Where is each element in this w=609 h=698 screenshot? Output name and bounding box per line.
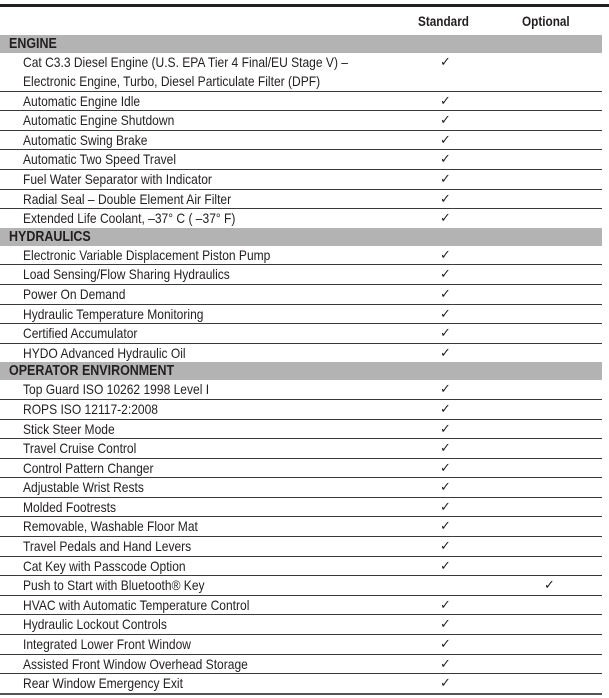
check-icon-standard: ✓: [440, 151, 451, 167]
check-icon-standard: ✓: [440, 92, 451, 108]
check-icon-standard: ✓: [440, 266, 451, 282]
feature-label: ROPS ISO 12117-2:2008: [23, 400, 158, 417]
table-row: [0, 265, 602, 285]
check-icon-standard: ✓: [440, 246, 451, 262]
table-row: [0, 111, 602, 131]
check-icon-optional: ✓: [544, 577, 555, 593]
feature-label: Assisted Front Window Overhead Storage: [23, 655, 248, 672]
feature-label: Molded Footrests: [23, 498, 117, 515]
top-rule: [0, 4, 609, 7]
feature-label-line: Cat C3.3 Diesel Engine (U.S. EPA Tier 4 Final/EU Stage V) –: [23, 54, 349, 70]
section-title: ENGINE: [9, 36, 57, 52]
table-row: [0, 400, 602, 420]
feature-label: Travel Cruise Control: [23, 440, 137, 457]
check-icon-standard: ✓: [440, 596, 451, 612]
check-icon-standard: ✓: [440, 54, 451, 69]
check-icon-standard: ✓: [440, 675, 451, 691]
feature-label: Load Sensing/Flow Sharing Hydraulics: [23, 266, 230, 283]
feature-label: Radial Seal – Double Element Air Filter: [23, 190, 232, 207]
table-row: [0, 209, 602, 228]
check-icon-standard: ✓: [440, 420, 451, 436]
feature-label-line: Electronic Engine, Turbo, Diesel Particulate Filter (DPF): [23, 73, 321, 89]
table-row: [0, 459, 602, 479]
feature-label: Hydraulic Temperature Monitoring: [23, 305, 204, 322]
feature-label: Removable, Washable Floor Mat: [23, 518, 198, 535]
feature-label: Rear Window Emergency Exit: [23, 675, 183, 692]
table-row: [0, 498, 602, 518]
check-icon-standard: ✓: [440, 636, 451, 652]
check-icon-standard: ✓: [440, 210, 451, 226]
check-icon-standard: ✓: [440, 285, 451, 301]
feature-label: Electronic Variable Displacement Piston Pump: [23, 246, 271, 263]
equipment-table: [0, 35, 602, 695]
column-header-optional: Optional: [522, 13, 570, 29]
section-header-hydraulics: [0, 228, 602, 246]
column-header-standard: Standard: [418, 13, 469, 29]
check-icon-standard: ✓: [440, 112, 451, 128]
feature-label: Automatic Engine Shutdown: [23, 112, 175, 129]
feature-label: Cat Key with Passcode Option: [23, 557, 186, 574]
check-icon-standard: ✓: [440, 498, 451, 514]
feature-label: HYDO Advanced Hydraulic Oil: [23, 344, 186, 361]
table-row: [0, 420, 602, 440]
check-icon-standard: ✓: [440, 459, 451, 475]
section-title: OPERATOR ENVIRONMENT: [9, 363, 175, 380]
check-icon-standard: ✓: [440, 131, 451, 147]
feature-label: [23, 53, 348, 91]
feature-label: Certified Accumulator: [23, 325, 138, 342]
table-row: [0, 517, 602, 537]
table-row: [0, 478, 602, 498]
check-icon-standard: ✓: [440, 344, 451, 360]
check-icon-standard: ✓: [440, 655, 451, 671]
table-row: [0, 655, 602, 675]
table-row: [0, 537, 602, 557]
check-icon-standard: ✓: [440, 440, 451, 456]
table-row: [0, 439, 602, 459]
table-row: [0, 615, 602, 635]
table-row: [0, 635, 602, 655]
feature-label: Automatic Engine Idle: [23, 92, 141, 109]
table-row: [0, 305, 602, 325]
check-icon-standard: ✓: [440, 170, 451, 186]
table-row: [0, 380, 602, 400]
table-row: [0, 285, 602, 305]
feature-label: Hydraulic Lockout Controls: [23, 616, 167, 633]
table-row: [0, 150, 602, 170]
feature-label: Stick Steer Mode: [23, 420, 115, 437]
feature-label: Automatic Two Speed Travel: [23, 151, 177, 168]
feature-label: Power On Demand: [23, 285, 126, 302]
table-row: [0, 344, 602, 363]
feature-label: Travel Pedals and Hand Levers: [23, 538, 192, 555]
table-row: [0, 131, 602, 151]
feature-label: Push to Start with Bluetooth® Key: [23, 577, 205, 594]
feature-label: Top Guard ISO 10262 1998 Level I: [23, 381, 210, 398]
bottom-rule: [0, 693, 602, 695]
check-icon-standard: ✓: [440, 305, 451, 321]
section-title: HYDRAULICS: [9, 228, 91, 245]
table-row: [0, 246, 602, 266]
check-icon-standard: ✓: [440, 381, 451, 397]
check-icon-standard: ✓: [440, 557, 451, 573]
table-row: [0, 674, 602, 693]
feature-label: Control Pattern Changer: [23, 459, 154, 476]
table-row: [0, 170, 602, 190]
feature-label: Adjustable Wrist Rests: [23, 479, 144, 496]
feature-label: HVAC with Automatic Temperature Control: [23, 596, 250, 613]
table-row: [0, 53, 602, 92]
table-row: [0, 324, 602, 344]
table-row: [0, 557, 602, 577]
table-row: [0, 190, 602, 210]
check-icon-standard: ✓: [440, 190, 451, 206]
check-icon-standard: ✓: [440, 479, 451, 495]
table-row: [0, 596, 602, 616]
check-icon-standard: ✓: [440, 325, 451, 341]
section-header-operator-environment: [0, 362, 602, 380]
check-icon-standard: ✓: [440, 616, 451, 632]
feature-label: Extended Life Coolant, –37° C ( –37° F): [23, 210, 236, 227]
section-header-engine: [0, 35, 602, 53]
table-row: [0, 576, 602, 596]
table-row: [0, 92, 602, 112]
feature-label: Integrated Lower Front Window: [23, 636, 191, 653]
feature-label: Fuel Water Separator with Indicator: [23, 170, 212, 187]
feature-label: Automatic Swing Brake: [23, 131, 148, 148]
check-icon-standard: ✓: [440, 538, 451, 554]
check-icon-standard: ✓: [440, 518, 451, 534]
check-icon-standard: ✓: [440, 400, 451, 416]
